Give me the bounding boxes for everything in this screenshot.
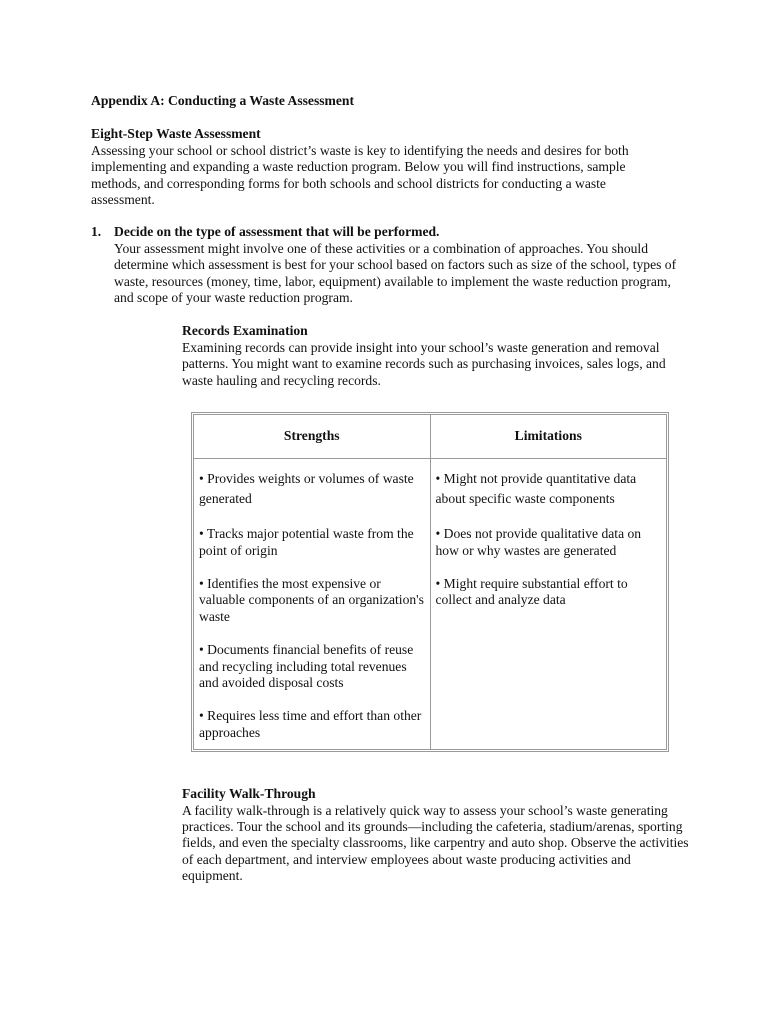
strengths-limitations-table — [191, 412, 669, 752]
intro-paragraph: Assessing your school or school district’s waste is key to identifying the needs and desires for both implementing and expanding a waste reduction program. Below you will find instructions, sample methods, and corresponding forms for both schools and school districts for conducting a waste assessment. — [91, 142, 629, 208]
step-1-heading-line — [91, 224, 691, 240]
table-header-row — [194, 415, 667, 459]
strengths-header: Strengths — [194, 415, 431, 459]
limitation-item: • Might not provide quantitative data about specific waste components — [435, 471, 637, 507]
appendix-title: Appendix A: Conducting a Waste Assessment — [91, 93, 354, 108]
walkthrough-title: Facility Walk-Through — [182, 786, 316, 802]
records-paragraph: Examining records can provide insight into your school’s waste generation and removal patterns. You might want to examine records such as purchasing invoices, sales logs, and waste hauling and recycling records. — [182, 339, 666, 388]
strength-item: • Identifies the most expensive or valuable components of an organization's waste — [199, 575, 424, 624]
strength-item: • Tracks major potential waste from the point of origin — [199, 526, 414, 558]
limitations-cell — [430, 459, 667, 750]
limitations-header: Limitations — [430, 415, 667, 459]
records-examination-section — [182, 323, 692, 389]
limitation-item: • Might require substantial effort to collect and analyze data — [435, 575, 628, 608]
step-1-body: Your assessment might involve one of these activities or a combination of approaches. You should determine which assessment is best for your school based on factors such as size of the school, types of waste, resources (money, time, labor, equipment) available to implement the waste reduction program, and scope of your waste reduction program. — [114, 240, 677, 306]
strength-item: • Provides weights or volumes of waste generated — [199, 471, 414, 507]
step-1 — [91, 224, 691, 306]
walkthrough-paragraph: A facility walk-through is a relatively quick way to assess your school’s waste generating practices. Tour the school and its grounds—including the cafeteria, stadium/arenas, sporting fields, and even the specialty classrooms, like carpentry and auto shop. Observe the activities of each department, and interview employees about waste producing activities and equipment. — [182, 802, 689, 884]
step-1-number: 1. — [91, 224, 102, 240]
table-body-row — [194, 459, 667, 750]
records-title: Records Examination — [182, 323, 308, 339]
strengths-cell — [194, 459, 431, 750]
strength-item: • Documents financial benefits of reuse and recycling including total revenues and avoided disposal costs — [199, 642, 414, 690]
limitation-item: • Does not provide qualitative data on how or why wastes are generated — [435, 526, 642, 558]
facility-walkthrough-section — [182, 786, 692, 884]
document-page — [91, 93, 691, 885]
strength-item: • Requires less time and effort than other approaches — [199, 708, 422, 740]
step-1-heading: Decide on the type of assessment that will be performed. — [114, 224, 440, 240]
intro-section — [91, 126, 661, 208]
section-title: Eight-Step Waste Assessment — [91, 126, 261, 142]
